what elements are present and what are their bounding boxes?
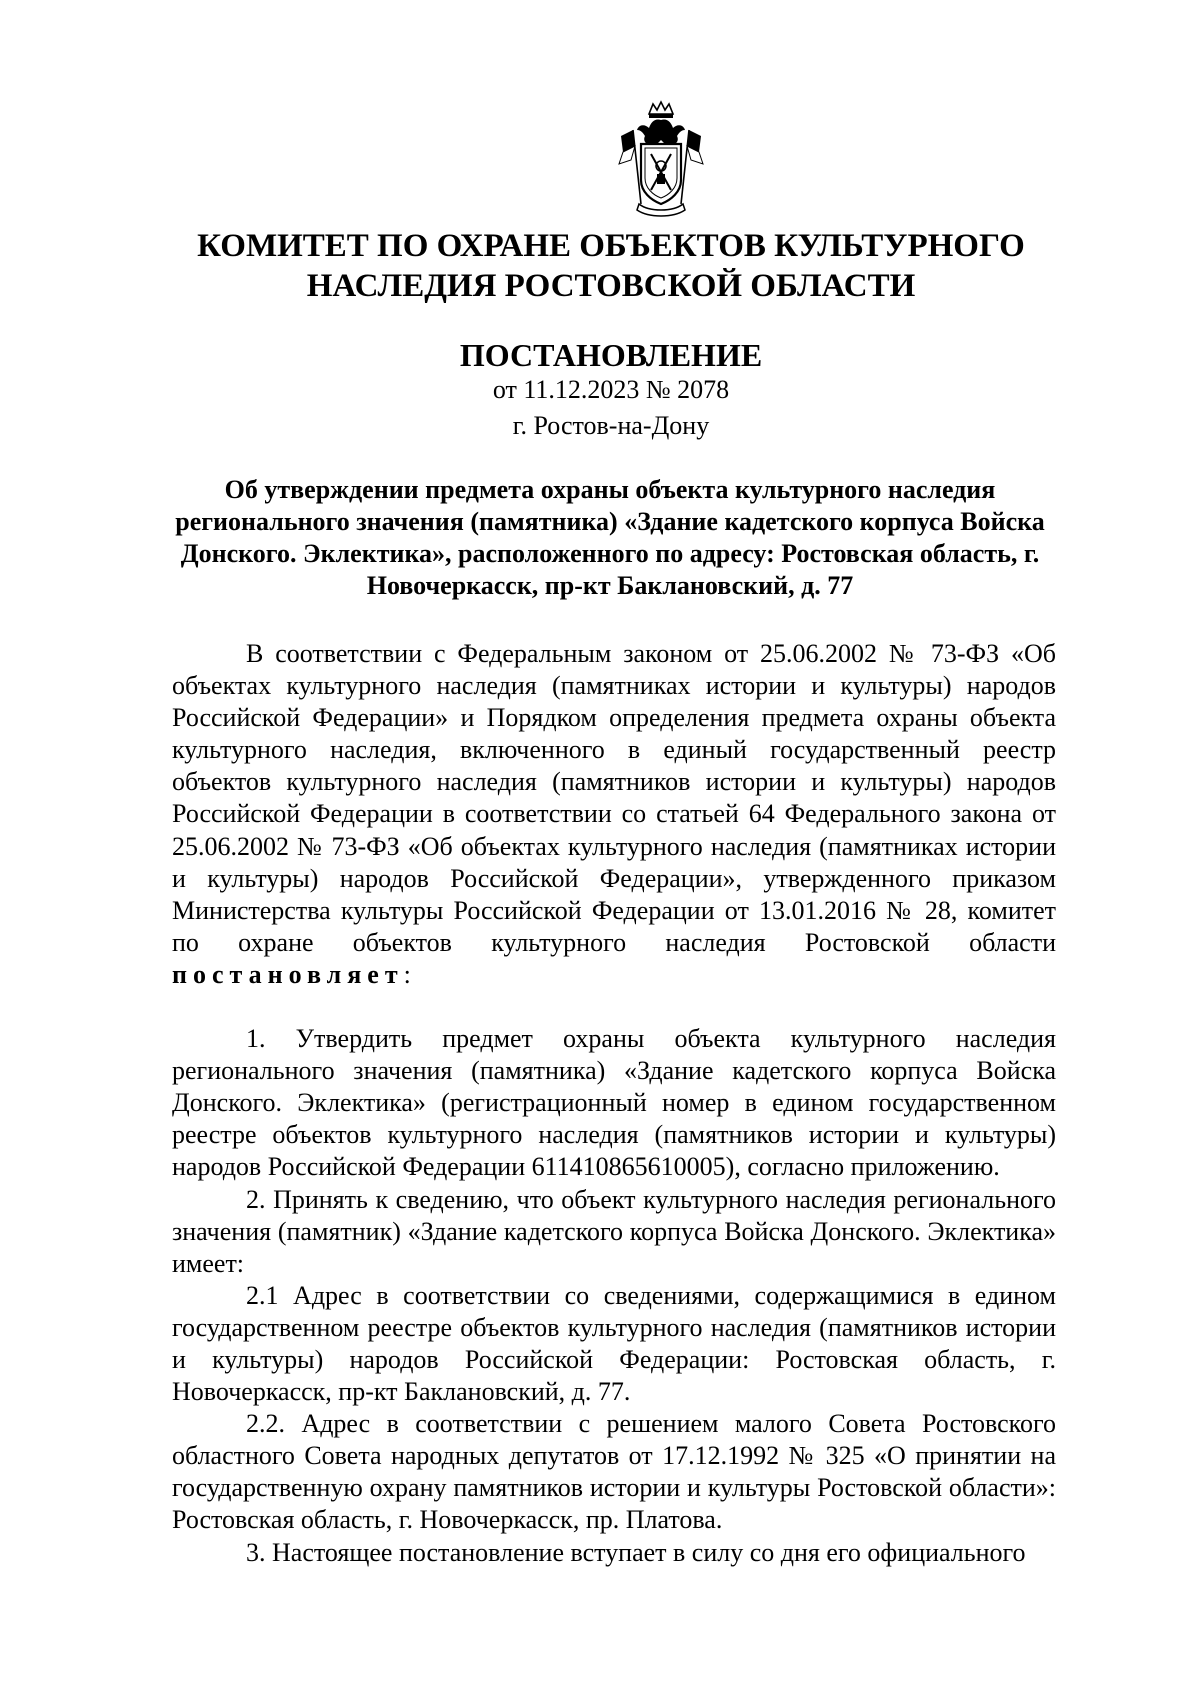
document-city: г. Ростов-на-Дону [512,411,710,440]
decision-word: постановляет [172,959,404,989]
coat-of-arms-icon [611,100,711,218]
document-type: ПОСТАНОВЛЕНИЕ [459,337,763,373]
org-title: КОМИТЕТ ПО ОХРАНЕ ОБЪЕКТОВ КУЛЬТУРНОГО НАСЛЕДИЯ РОСТОВСКОЙ ОБЛАСТИ [197,228,1025,304]
decision-punctuation: : [403,959,411,989]
preamble-paragraph [172,638,1056,991]
document-date-number: от 11.12.2023 № 2078 [492,375,730,404]
item-2-2: 2.2. Адрес в соответствии с решением малого Совета Ростовского областного Совета народных депутатов от 17.12.1992 № 325 «О принятии на государственную охрану памятников истории и культуры Ростовской области»: Ростовская область, г. Новочеркасск, пр. Платова. [172,1409,1056,1535]
document-subject: Об утверждении предмета охраны объекта культурного наследия регионального значения (памятника) «Здание кадетского корпуса Войска Донского. Эклектика», расположенного по адресу: Ростовская область, г. Новочеркасск, пр-кт Баклановский, д. 77 [175,475,1045,600]
item-2: 2. Принять к сведению, что объект культурного наследия регионального значения (памятник) «Здание кадетского корпуса Войска Донского. Эклектика» имеет: [172,1184,1056,1278]
item-2-1: 2.1 Адрес в соответствии со сведениями, содержащимися в едином государственном реестре объектов культурного наследия (памятников истории и культуры) народов Российской Федерации: Ростовская область, г. Новочеркасск, пр-кт Баклановский, д. 77. [172,1280,1056,1407]
document-body [172,638,1056,1569]
preamble-text: В соответствии с Федеральным законом от 25.06.2002 № 73-ФЗ «Об объектах культурного наследия (памятниках истории и культуры) народов Российской Федерации» и Порядком определения предмета охраны объекта культурного наследия, включенного в единый государственный реестр объектов культурного наследия (памятников истории и культуры) народов Российской Федерации в соответствии со статьей 64 Федерального закона от 25.06.2002 № 73-ФЗ «Об объектах культурного наследия (памятниках истории и культуры) народов Российской Федерации», утвержденного приказом Министерства культуры Российской Федерации от 13.01.2016 № 28, комитет по охране объектов культурного наследия Ростовской области [172,639,1056,957]
item-3: 3. Настоящее постановление вступает в силу со дня его официального [246,1537,1026,1567]
item-1: 1. Утвердить предмет охраны объекта культурного наследия регионального значения (памятника) «Здание кадетского корпуса Войска Донского. Эклектика» (регистрационный номер в едином государственном реестре объектов культурного наследия (памятников истории и культуры) народов Российской Федерации 611410865610005), согласно приложению. [172,1024,1056,1182]
